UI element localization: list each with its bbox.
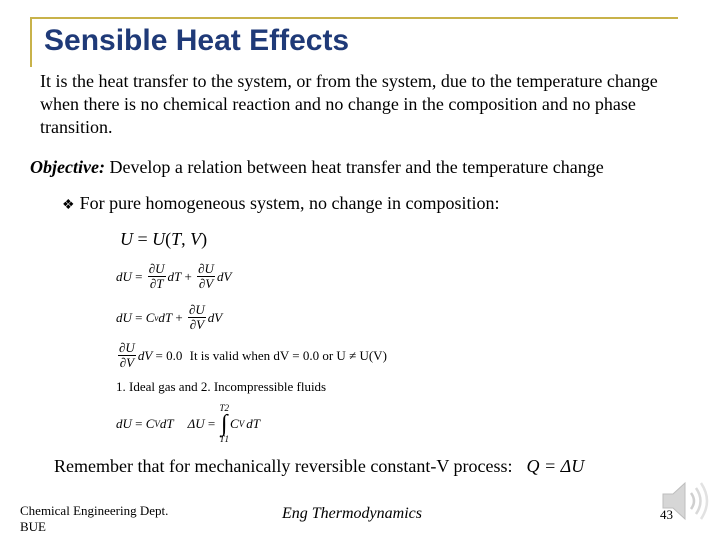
u-function-symbol: U	[152, 229, 166, 249]
slide-title: Sensible Heat Effects	[44, 24, 350, 57]
eq2-plus: +	[172, 309, 186, 325]
footer-org: BUE	[20, 519, 46, 534]
eq3-validity-note: It is valid when dV = 0.0 or U ≠ U(V)	[189, 347, 387, 363]
u-symbol: U	[120, 229, 133, 249]
integral-lower-limit: T1	[219, 434, 230, 444]
footer-course: Eng Thermodynamics	[282, 505, 422, 522]
eq4-dt-2: dT	[246, 416, 260, 431]
remember-q-equation: Q = ΔU	[526, 456, 585, 476]
eq4-cv-2-subscript: V	[238, 419, 245, 429]
eq1-frac2-den: ∂V	[198, 276, 214, 291]
eq1-dt: dT	[167, 268, 182, 284]
eq3-partial-u-v	[118, 341, 136, 370]
eq2-cv-subscript: v	[154, 312, 159, 323]
v-symbol: V	[190, 229, 202, 249]
bullet-item	[62, 193, 500, 214]
page-number: 43	[660, 507, 673, 522]
cases-list: 1. Ideal gas and 2. Incompressible fluids	[116, 379, 327, 394]
eq4-equals-2: =	[204, 416, 219, 431]
eq1-lhs: dU	[116, 268, 132, 284]
eq3-dv: dV	[137, 347, 153, 363]
eq2-equals: =	[131, 309, 146, 325]
eq1-plus: +	[181, 268, 196, 284]
title-frame-top	[30, 17, 678, 19]
comma-separator: ,	[181, 229, 191, 249]
eq1-frac1-den: ∂T	[149, 276, 164, 291]
remember-text: Remember that for mechanically reversible constant-V process:	[54, 456, 513, 476]
equation-integrated-form	[116, 404, 260, 444]
footer-department	[20, 503, 168, 535]
title-frame-left	[30, 17, 32, 67]
footer-dept: Chemical Engineering Dept.	[20, 503, 169, 518]
close-paren: )	[201, 229, 208, 249]
eq1-partial-u-v	[197, 262, 215, 291]
integral-upper-limit: T2	[219, 403, 230, 413]
eq1-dv: dV	[216, 268, 232, 284]
objective-label: Objective:	[30, 157, 105, 177]
intro-paragraph: It is the heat transfer to the system, or from the system, due to the temperature change when there is no chemical reaction and no change in the composition and no phase transition.	[40, 71, 658, 137]
eq2-frac-den: ∂V	[189, 317, 205, 332]
bullet-text: For pure homogeneous system, no change in composition:	[79, 193, 500, 213]
equation-total-differential	[116, 262, 231, 291]
eq2-lhs: dU	[116, 309, 132, 325]
eq3-frac-den: ∂V	[119, 355, 135, 370]
equation-cv-form	[116, 303, 222, 332]
objective-text: Develop a relation between heat transfer and the temperature change	[104, 157, 604, 177]
eq1-equals: =	[131, 268, 146, 284]
open-paren: (	[165, 229, 172, 249]
eq1-frac2-num: ∂U	[198, 261, 214, 276]
remember-line	[54, 456, 584, 477]
eq4-cv-subscript: V	[154, 419, 160, 429]
diamond-bullet-icon: ❖	[62, 198, 75, 213]
eq4-equals: =	[131, 416, 146, 431]
eq4-cv-2: C	[230, 416, 239, 431]
eq4-delta-u: ΔU	[187, 416, 205, 431]
integral-symbol: ∫	[220, 411, 228, 437]
equation-validity-condition	[116, 341, 387, 370]
t-symbol: T	[171, 229, 182, 249]
eq2-cv: C	[145, 309, 155, 325]
eq2-dv: dV	[207, 309, 223, 325]
u-function-equation	[120, 229, 207, 250]
eq2-partial-u-v	[188, 303, 206, 332]
integral-sign	[220, 404, 230, 444]
eq4-lhs: dU	[116, 416, 132, 431]
eq3-frac-num: ∂U	[119, 340, 135, 355]
eq1-partial-u-t	[148, 262, 166, 291]
eq3-equals-zero: = 0.0	[152, 347, 186, 363]
eq4-cv: C	[145, 416, 155, 431]
eq2-dt: dT	[158, 309, 173, 325]
eq4-dt: dT	[159, 416, 174, 431]
objective-line	[30, 157, 604, 178]
equals-sign: =	[133, 229, 153, 249]
eq1-frac1-num: ∂U	[148, 261, 165, 276]
eq2-frac-num: ∂U	[188, 302, 205, 317]
